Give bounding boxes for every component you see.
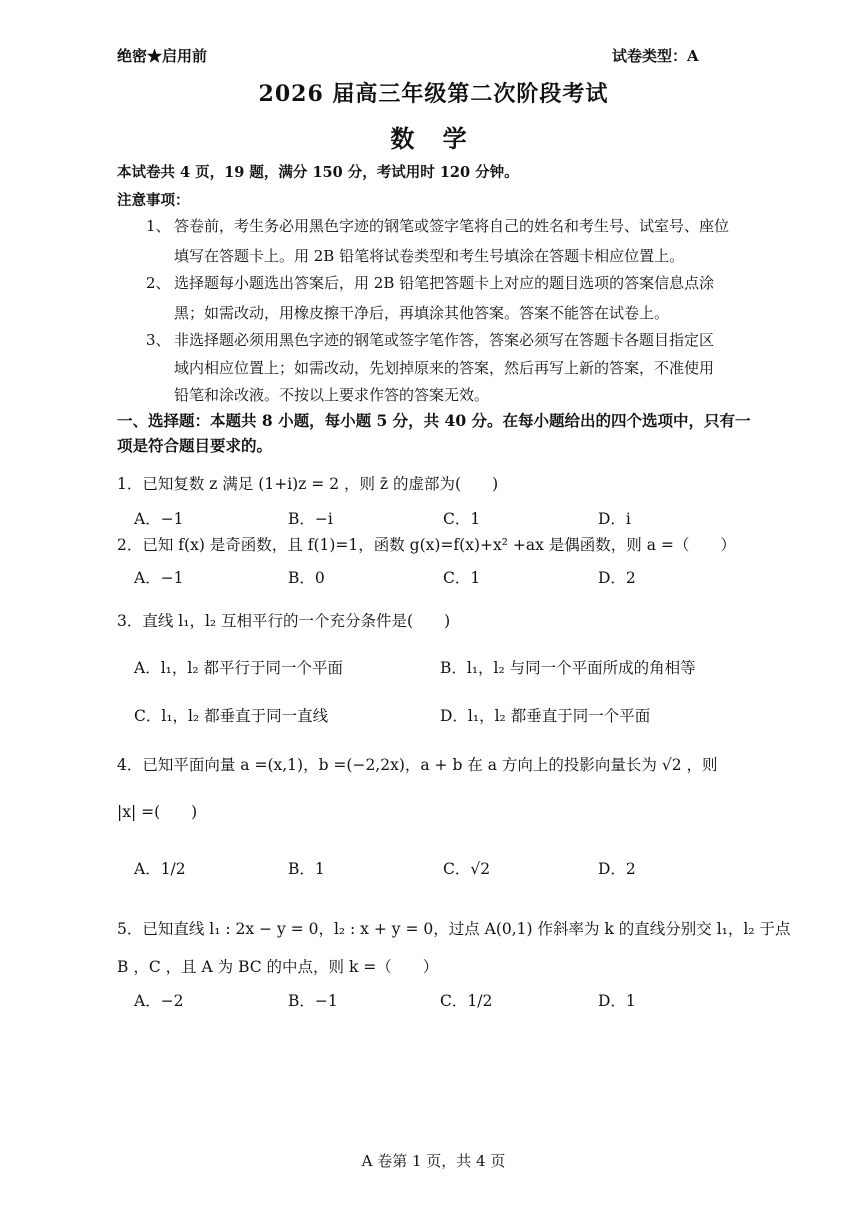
notice-1-line1: 答卷前，考生务必用黑色字迹的钢笔或签字笔将自己的姓名和考生号、试室号、座位 (174, 217, 730, 235)
q4-option-d: D．2 (598, 860, 636, 878)
question-1-stem: 1．已知复数 z 满足 (1+i)z = 2 ，则 z̄ 的虚部为( ) (117, 475, 499, 493)
subject-title: 数 学 (390, 124, 477, 153)
q3-option-a: A．l₁，l₂ 都平行于同一个平面 (134, 659, 343, 677)
q4-option-b: B．1 (288, 860, 325, 878)
notice-2-num: 2、 (146, 274, 171, 292)
q2-option-a: A．−1 (134, 569, 184, 587)
section-heading-line2: 项是符合题目要求的。 (117, 436, 273, 455)
section-heading-line1: 一、选择题：本题共 8 小题，每小题 5 分，共 40 分。在每小题给出的四个选项中，只有一 (117, 411, 751, 430)
page-footer: A 卷第 1 页，共 4 页 (361, 1152, 506, 1170)
q1-option-b: B．−i (288, 510, 333, 528)
question-3-stem: 3．直线 l₁，l₂ 互相平行的一个充分条件是( ) (117, 612, 451, 630)
paper-type-label: 试卷类型：A (612, 47, 699, 65)
exam-title: 2026 届高三年级第二次阶段考试 (258, 81, 609, 107)
q4-option-a: A．1/2 (134, 860, 186, 878)
question-5-stem: 5．已知直线 l₁ : 2x − y = 0，l₂ : x + y = 0，过点 A(0,1) 作斜率为 k 的直线分别交 l₁，l₂ 于点 (117, 920, 791, 938)
question-2-stem: 2．已知 f(x) 是奇函数，且 f(1)=1，函数 g(x)=f(x)+x² +ax 是偶函数，则 a =（ ） (117, 536, 736, 554)
q4-option-c: C．√2 (443, 860, 491, 878)
q5-option-c: C．1/2 (440, 992, 493, 1010)
q5-option-d: D．1 (598, 992, 636, 1010)
notice-3-line2: 域内相应位置上；如需改动，先划掉原来的答案，然后再写上新的答案，不准使用 (174, 359, 715, 377)
exam-intro: 本试卷共 4 页，19 题，满分 150 分，考试用时 120 分钟。 (117, 164, 519, 181)
q3-option-c: C．l₁，l₂ 都垂直于同一直线 (134, 707, 329, 725)
q2-option-b: B．0 (288, 569, 325, 587)
q3-option-d: D．l₁，l₂ 都垂直于同一个平面 (440, 707, 651, 725)
notice-3-line1: 非选择题必须用黑色字迹的钢笔或签字笔作答，答案必须写在答题卡各题目指定区 (174, 331, 715, 349)
secret-label: 绝密★启用前 (117, 47, 208, 65)
q2-option-d: D．2 (598, 569, 636, 587)
notice-2-line2: 黑；如需改动，用橡皮擦干净后，再填涂其他答案。答案不能答在试卷上。 (174, 304, 670, 322)
question-4-stem: 4．已知平面向量 a =(x,1)，b =(−2,2x)，a + b 在 a 方向上的投影向量长为 √2 ，则 (117, 756, 718, 774)
question-5-stem-continued: B ，C ，且 A 为 BC 的中点，则 k =（ ） (117, 958, 439, 976)
q3-option-b: B．l₁，l₂ 与同一个平面所成的角相等 (440, 659, 696, 677)
notice-1-line2: 填写在答题卡上。用 2B 铅笔将试卷类型和考生号填涂在答题卡相应位置上。 (174, 247, 685, 265)
notice-2-line1: 选择题每小题选出答案后，用 2B 铅笔把答题卡上对应的题目选项的答案信息点涂 (174, 274, 715, 292)
q5-option-b: B．−1 (288, 992, 338, 1010)
notice-3-line3: 铅笔和涂改液。不按以上要求作答的答案无效。 (174, 386, 490, 404)
q5-option-a: A．−2 (134, 992, 184, 1010)
notice-1-num: 1、 (146, 217, 171, 235)
q1-option-c: C．1 (443, 510, 481, 528)
q2-option-c: C．1 (443, 569, 481, 587)
q1-option-d: D．i (598, 510, 631, 528)
notice-3-num: 3、 (146, 331, 171, 349)
question-4-stem-continued: |x| =( ) (117, 803, 198, 821)
notice-title: 注意事项： (117, 192, 190, 209)
q1-option-a: A．−1 (134, 510, 184, 528)
